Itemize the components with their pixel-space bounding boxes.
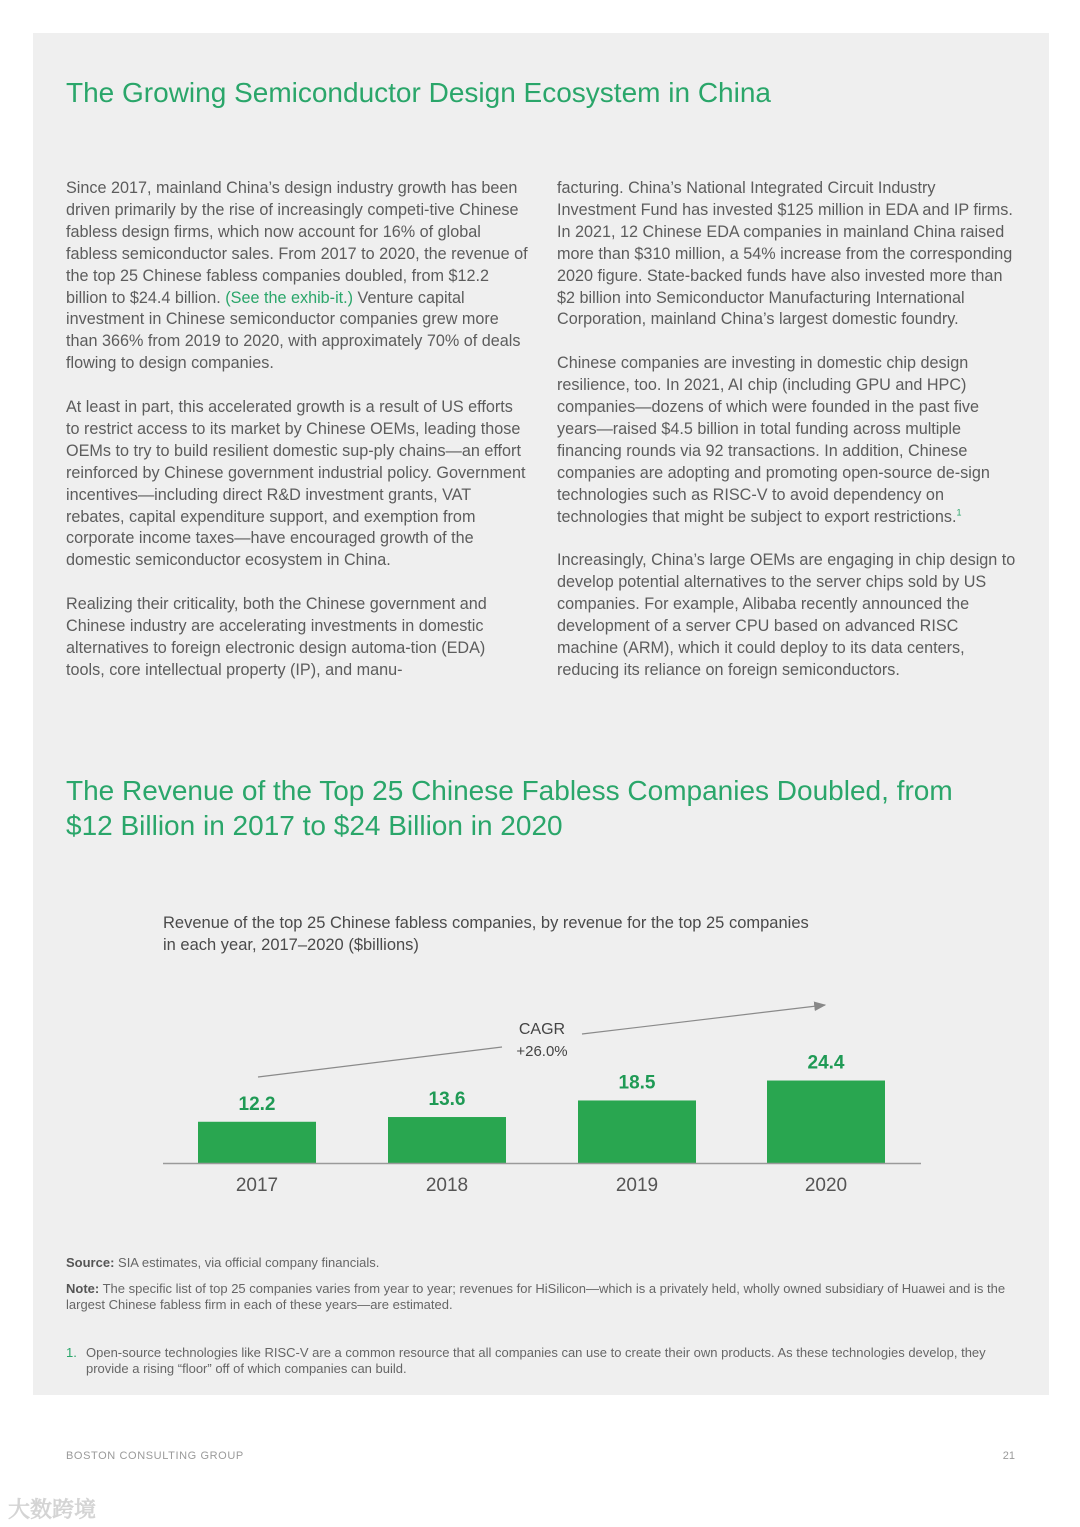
cagr-trend-arrow: [582, 1005, 825, 1034]
right-p2-text: Chinese companies are investing in domestic chip design resilience, too. In 2021, AI chip (including GPU and HPC) companies—dozens of which were founded in the past five years—raised $4.5 billion in total funding across multiple financing rounds via 92 transactions. In addition, Chinese companies are adopting and promoting open-source de-sign technologies such as RISC-V to avoid dependency on technologies that might be subject to export restrictions.: [557, 354, 990, 526]
page-number: 21: [1002, 1450, 1015, 1462]
bar-2017: [198, 1122, 316, 1163]
bar-label-2018: 13.6: [428, 1089, 466, 1111]
right-paragraph-3: Increasingly, China’s large OEMs are engaging in chip design to develop potential alternatives to the server chips sold by US companies. For example, Alibaba recently announced the development of a server CPU based on advanced RISC machine (ARM), which it could deploy to its data centers, reducing its reliance on foreign semiconductors.: [557, 551, 1016, 679]
footer-brand: BOSTON CONSULTING GROUP: [66, 1450, 244, 1462]
right-paragraph-1: facturing. China’s National Integrated Circuit Industry Investment Fund has invested $125 million in EDA and IP firms. In 2021, 12 Chinese EDA companies in mainland China raised more than $310 million, a 54% increase from the corresponding 2020 figure. State-backed funds have also invested more than $2 billion into Semiconductor Manufacturing International Corporation, mainland China’s largest domestic foundry.: [557, 179, 1013, 329]
exhibit-title-line-2: $12 Billion in 2017 to $24 Billion in 2020: [66, 810, 563, 841]
x-tick-2018: 2018: [425, 1175, 469, 1196]
left-paragraph-3: Realizing their criticality, both the Chinese government and Chinese industry are accelerating investments in domestic alternatives to foreign electronic design automa-tion (EDA) tools, core intellectual property (IP), and manu-: [66, 595, 487, 679]
exhibit-title-line-1: The Revenue of the Top 25 Chinese Fabless Companies Doubled, from: [66, 775, 953, 806]
cagr-value: +26.0%: [516, 1043, 568, 1060]
chart-subtitle-line-2: in each year, 2017–2020 ($billions): [163, 936, 419, 954]
footnote-number: 1.: [66, 1345, 77, 1360]
footnote-1: [66, 1345, 1026, 1377]
bar-2019: [578, 1100, 696, 1163]
section-heading: The Growing Semiconductor Design Ecosystem in China: [66, 77, 771, 108]
footnote-text: Open-source technologies like RISC-V are a common resource that all companies can use to create their own products. As these technologies develop, they provide a rising “floor” off of which companies can build.: [86, 1345, 986, 1376]
source-label: Source:: [66, 1255, 115, 1270]
bar-2020: [767, 1081, 885, 1163]
chart-subtitle-line-1: Revenue of the top 25 Chinese fabless companies, by revenue for the top 25 companies: [163, 914, 809, 932]
x-tick-2020: 2020: [804, 1175, 848, 1196]
note-label: Note:: [66, 1281, 100, 1296]
watermark-logo: 大数跨境: [8, 1498, 97, 1523]
cagr-label: CAGR: [518, 1021, 566, 1038]
left-p1-text-a: Since 2017, mainland China’s design industry growth has been driven primarily by the rise of increasingly competi-tive Chinese fabless design firms, which now account for 16% of global fabless semiconductor sales. From 2017 to 2020, the revenue of the top 25 Chinese fabless companies doubled, from $12.2 billion to $24.4 billion.: [66, 179, 528, 307]
x-tick-2019: 2019: [615, 1175, 659, 1196]
see-exhibit-link[interactable]: (See the exhib-it.): [225, 288, 354, 307]
note-text: The specific list of top 25 companies varies from year to year; revenues for HiSilicon—which is a privately held, wholly owned subsidiary of Huawei and is the largest Chinese fabless firm in each of these years—are estimated.: [66, 1281, 1006, 1312]
source-text: SIA estimates, via official company financials.: [114, 1255, 380, 1270]
bar-label-2017: 12.2: [238, 1093, 276, 1115]
chart-note: [66, 1281, 1026, 1313]
bar-2018: [388, 1117, 506, 1163]
left-p1-text-b: Venture capital investment in Chinese semiconductor companies grew more than 366% from 2019 to 2020, with approximately 70% of deals flowing to design companies.: [66, 288, 521, 373]
bar-label-2019: 18.5: [618, 1072, 656, 1094]
left-paragraph-2: At least in part, this accelerated growth is a result of US efforts to restrict access to its market by Chinese OEMs, leading those OEMs to try to build resilient domestic sup-ply chains—an effort reinforced by Chinese government industrial policy. Government incentives—including direct R&D investment grants, VAT rebates, capital expenditure support, and exemption from corporate income taxes—have encouraged growth of the domestic semiconductor ecosystem in China.: [66, 398, 526, 570]
chart-source: [66, 1255, 1026, 1271]
x-tick-2017: 2017: [235, 1175, 279, 1196]
footnote-ref-1[interactable]: 1: [956, 507, 962, 518]
bar-label-2020: 24.4: [807, 1052, 845, 1074]
cagr-trend-line-left: [258, 1047, 502, 1077]
